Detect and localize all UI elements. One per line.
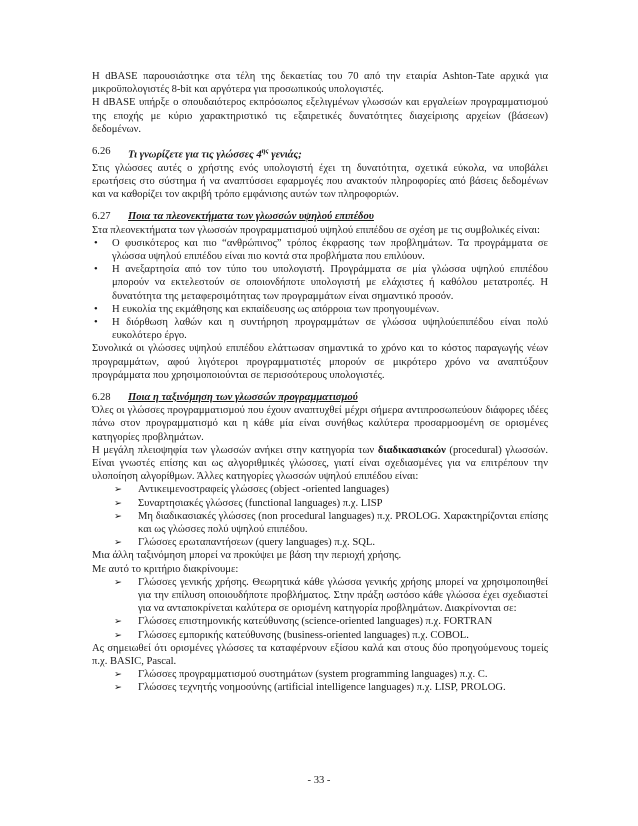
- section-heading: [92, 391, 548, 404]
- section-paragraph: Ας σημειωθεί ότι ορισμένες γλώσσες τα καταφέρνουν εξίσου καλά και στους δύο προηγούμενους τομείς π.χ. BASIC, Pascal.: [92, 642, 548, 668]
- section-title: Τι γνωρίζετε για τις γλώσσες $4^{\eta\varsigma}$ γενιάς;: [128, 147, 302, 161]
- list-item: ➢ Αντικειμενοστραφείς γλώσσες (object -oriented languages): [92, 483, 548, 496]
- section-title: Ποια τα πλεονεκτήματα των γλωσσών υψηλού επιπέδου: [128, 211, 374, 223]
- section-heading: [92, 210, 548, 223]
- intro-paragraph: Η dBASE υπήρξε ο σπουδαιότερος εκπρόσωπος εξελιγμένων γλωσσών και εργαλείων προγραμματισμού της εποχής με κύριο χαρακτηριστικό τις εξαιρετικές δυνατότητες διαχείρισης αρχείων (βάσεων) δεδομένων.: [92, 97, 548, 135]
- list-item: • Η ευκολία της εκμάθησης και εκπαίδευσης ως απόρροια των προηγουμένων.: [92, 303, 548, 316]
- section-paragraph: Στα πλεονεκτήματα των γλωσσών προγραμματισμού υψηλού επιπέδου σε σχέση με τις συμβολικές είναι:: [92, 224, 540, 236]
- advantages-list: [92, 237, 548, 343]
- section-paragraph: Μια άλλη ταξινόμηση μπορεί να προκύψει με βάση την περιοχή χρήσης.: [92, 550, 402, 562]
- section-number: 6.26: [92, 146, 111, 158]
- list-item: • Η διόρθωση λαθών και η συντήρηση προγραμμάτων σε γλώσσα υψηλούεπιπέδου είναι πολύ ευκολότερο έργο.: [92, 316, 548, 342]
- bold-term: διαδικασιακών: [377, 444, 446, 456]
- page-number: - 33 -: [307, 775, 331, 786]
- list-item: ➢ Γλώσσες προγραμματισμού συστημάτων (system programming languages) π.χ. C.: [92, 668, 548, 681]
- page-body: [92, 70, 548, 695]
- section-6-26: [92, 145, 548, 201]
- usage-list-2: [92, 668, 548, 694]
- section-paragraph: Η μεγάλη πλειοψηφία των γλωσσών ανήκει στην κατηγορία των διαδικασιακών (procedural) γλωσσών. Είναι γνωστές επίσης και ως αλγοριθμικές γλώσσες, γιατί είναι σχεδιασμένες για να επιτρέπουν την υλοποίηση αλγορίθμων. Άλλες κατηγορίες γλωσσών υψηλού επιπέδου είναι:: [92, 444, 548, 483]
- section-number: 6.28: [92, 392, 111, 403]
- list-item: ➢ Συναρτησιακές γλώσσες (functional languages) π.χ. LISP: [92, 497, 548, 510]
- list-item: ➢ Γλώσσες τεχνητής νοημοσύνης (artificial intelligence languages) π.χ. LISP, PROLOG.: [92, 681, 548, 694]
- list-item: ➢ Γλώσσες επιστημονικής κατεύθυνσης (science-oriented languages) π.χ. FORTRAN: [92, 615, 548, 628]
- intro-paragraph: Η dBASE παρουσιάστηκε στα τέλη της δεκαετίας του 70 από την εταιρία Ashton-Tate αρχικά για μικροϋπολογιστές 8-bit και αργότερα για προσωπικούς υπολογιστές.: [92, 71, 548, 96]
- list-item: ➢ Γλώσσες γενικής χρήσης. Θεωρητικά κάθε γλώσσα γενικής χρήσης μπορεί να χρησιμοποιηθεί για την επίλυση οποιουδήποτε προβλήματος. Στην πράξη ωστόσο κάθε γλώσσα έχει σχεδιαστεί για να ανταποκρίνεται καλύτερα σε ορισμένη κατηγορία προβλημάτων. Διακρίνονται σε:: [92, 576, 548, 616]
- section-paragraph: Με αυτό το κριτήριο διακρίνουμε:: [92, 563, 239, 575]
- section-title: Ποια η ταξινόμηση των γλωσσών προγραμματισμού: [128, 392, 358, 403]
- list-item: • Η ανεξαρτησία από τον τύπο του υπολογιστή. Προγράμματα σε μία γλώσσα υψηλού επιπέδου μπορούν να εκτελεστούν σε οποιονδήποτε υπολογιστή με ελάχιστες ή καθόλου μετατροπές. Η δυνατότητα της μεταφερσιμότητας των προγραμμάτων είναι σημαντικό προσόν.: [92, 263, 548, 303]
- categories-list: [92, 483, 548, 549]
- section-heading: [92, 145, 548, 162]
- section-paragraph: Στις γλώσσες αυτές ο χρήστης ενός υπολογιστή έχει τη δυνατότητα, σχετικά εύκολα, να υποβάλει ερωτήσεις στο σύστημα ή να αναπτύσσει εφαρμογές που ανακτούν πληροφορίες από βάσεις δεδομένων και να καθορίζει τον ακριβή τρόπο εμφάνισης αυτών των πληροφοριών.: [92, 162, 548, 201]
- list-item: • Ο φυσικότερος και πιο “ανθρώπινος” τρόπος έκφρασης των προβλημάτων. Τα προγράμματα σε γλώσσα υψηλού επιπέδου είναι πιο κοντά στα προβλήματα που επιλύουν.: [92, 237, 548, 263]
- list-item: ➢ Γλώσσες εμπορικής κατεύθυνσης (business-oriented languages) π.χ. COBOL.: [92, 629, 548, 642]
- list-item: ➢ Γλώσσες ερωταπαντήσεων (query languages) π.χ. SQL.: [92, 536, 548, 549]
- section-paragraph: Συνολικά οι γλώσσες υψηλού επιπέδου ελάττωσαν σημαντικά το χρόνο και το κόστος παραγωγής νέων προγραμμάτων, αφού λιγότεροι προγραμματιστές μπορούν σε μικρότερο χρόνο να αναπτύξουν προγράμματα που χρησιμοποιούνται σε περισσότερους υπολογιστές.: [92, 343, 548, 381]
- section-6-28: [92, 391, 548, 695]
- usage-list: [92, 576, 548, 642]
- section-paragraph: Όλες οι γλώσσες προγραμματισμού που έχουν αναπτυχθεί μέχρι σήμερα αντιπροσωπεύουν διάφορες ιδέες πάνω στον προγραμματισμό και η κάθε μία είναι συνήθως καλύτερα προσαρμοσμένη σε ορισμένες κατηγορίες προβλημάτων.: [92, 405, 548, 443]
- section-number: 6.27: [92, 211, 111, 223]
- section-6-27: [92, 210, 548, 382]
- list-item: ➢ Μη διαδικασιακές γλώσσες (non procedural languages) π.χ. PROLOG. Χαρακτηρίζονται επίσης και ως γλώσσες πολύ υψηλού επιπέδου.: [92, 510, 548, 536]
